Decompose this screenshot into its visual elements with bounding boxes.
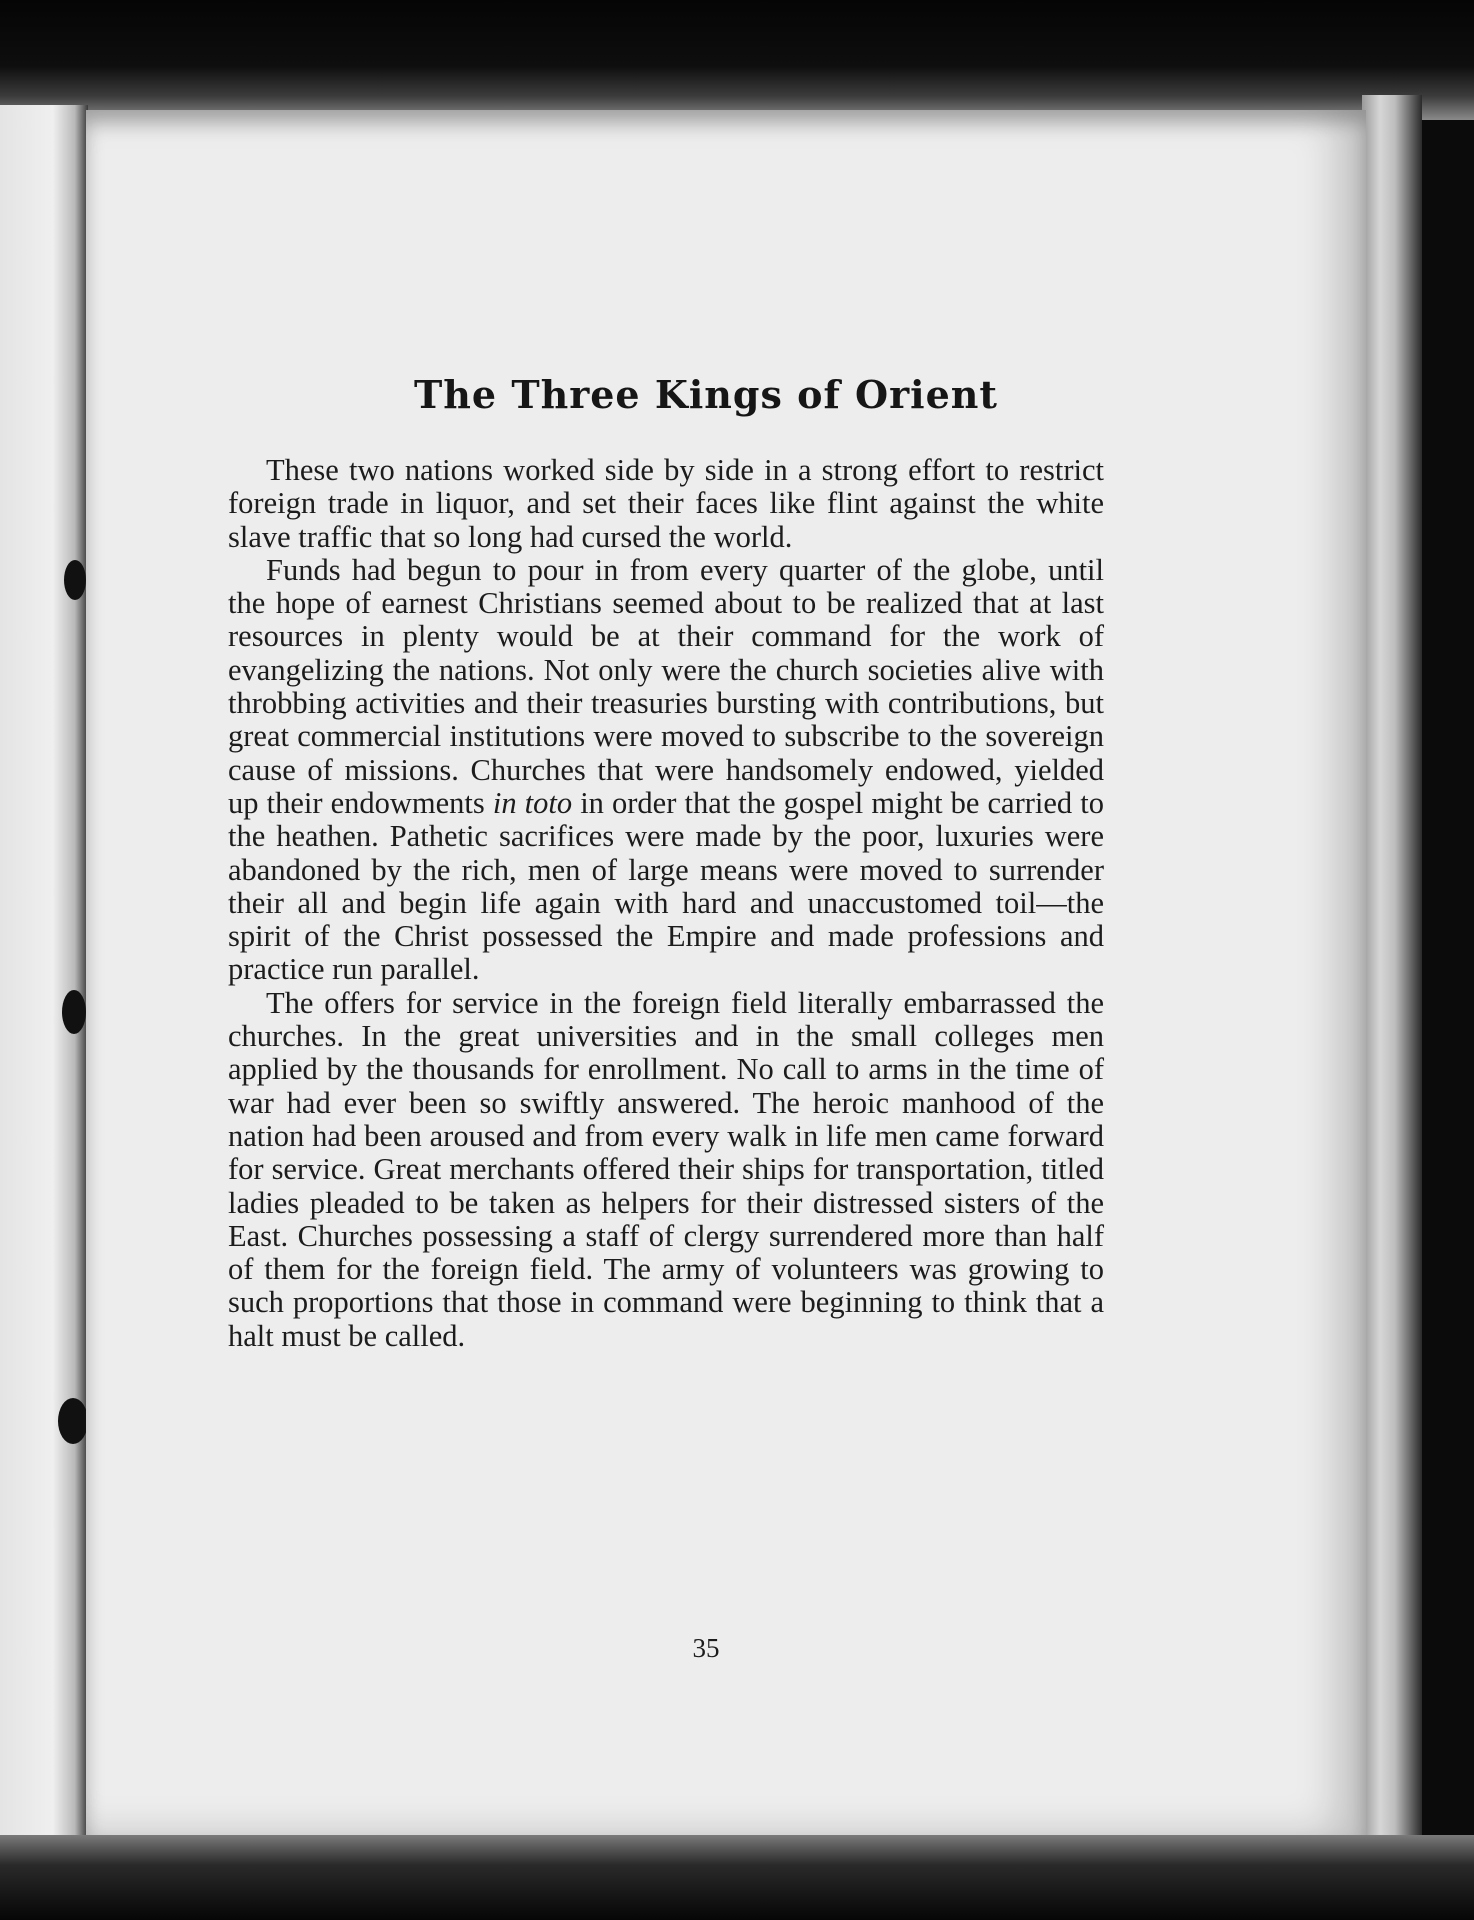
running-head: The Three Kings of Orient [414, 372, 998, 417]
binding-hole [64, 560, 86, 600]
scan-top-border [0, 0, 1474, 120]
page-number: 35 [692, 1633, 720, 1663]
scan-bottom-border [0, 1835, 1474, 1920]
page-right-edge [1362, 95, 1422, 1865]
paragraph: These two nations worked side by side in a strong effort to restrict foreign trade in liquor, and set their faces like flint against the white slave traffic that so long had cursed the world. [228, 453, 1104, 554]
paragraph: Funds had begun to pour in from every quarter of the globe, until the hope of earnest Christians seemed about to be realized that at last resources in plenty would be at their command for the work of evangelizing the nations. Not only were the church societies alive with throbbing activities and their treasuries bursting with contributions, but great commercial institutions were moved to subscribe to the sovereign cause of missions. Churches that were handsomely endowed, yielded up their endowments in toto in order that the gospel might be carried to the heathen. Pathetic sacrifices were made by the poor, luxuries were abandoned by the rich, men of large means were moved to surrender their all and begin life again with hard and unaccustomed toil—the spirit of the Christ possessed the Empire and made professions and practice run parallel. [228, 552, 1104, 987]
binding-hole [58, 1398, 88, 1444]
book-page [86, 110, 1366, 1835]
paragraph: The offers for service in the foreign field literally embarrassed the churches. In the great universities and in the small colleges men applied by the thousands for enrollment. No call to arms in the time of war had ever been so swiftly answered. The heroic manhood of the nation had been aroused and from every walk in life men came forward for service. Great merchants offered their ships for transportation, titled ladies pleaded to be taken as helpers for their distressed sisters of the East. Churches possessing a staff of clergy surrendered more than half of them for the foreign field. The army of volunteers was growing to such proportions that those in command were beginning to think that a halt must be called. [228, 985, 1104, 1353]
italic-phrase: in toto [492, 785, 573, 820]
body-text [228, 454, 1104, 1353]
binding-hole [62, 990, 86, 1034]
adjacent-page-edge [0, 105, 88, 1835]
